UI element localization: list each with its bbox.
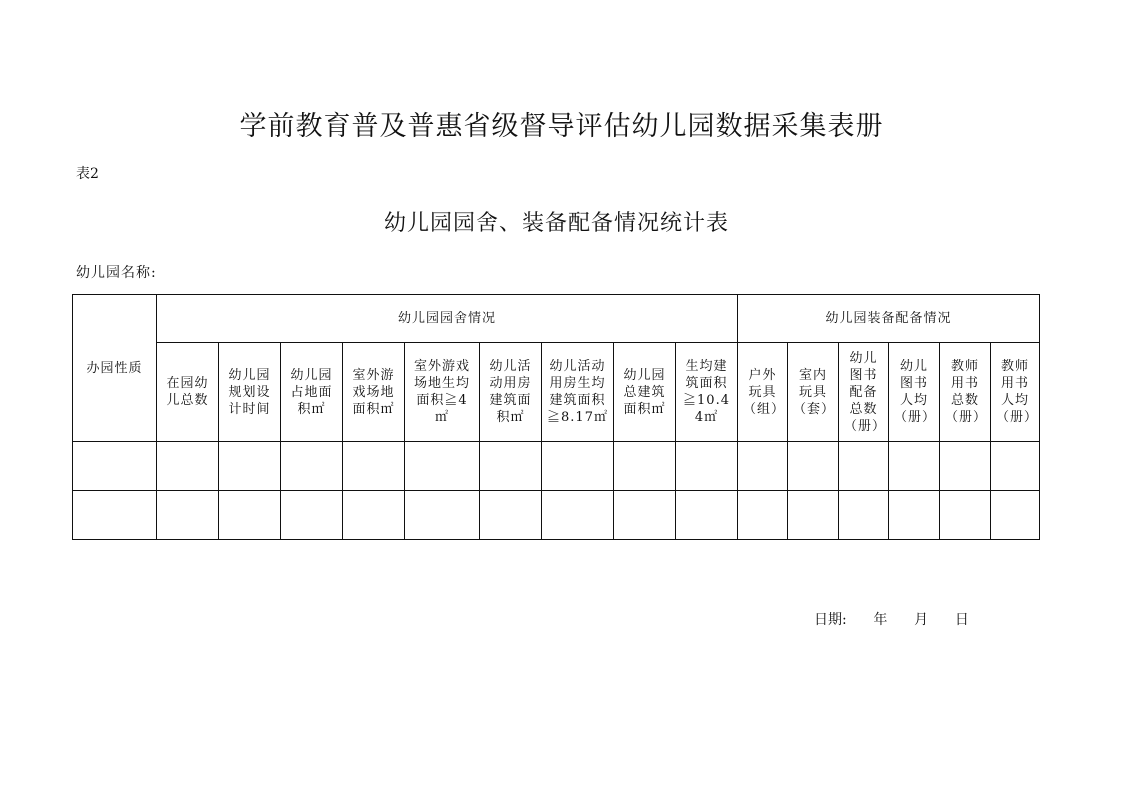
table-cell[interactable] xyxy=(839,491,889,540)
table-cell[interactable] xyxy=(405,442,480,491)
table-cell[interactable] xyxy=(343,491,405,540)
table-cell[interactable] xyxy=(991,491,1040,540)
column-header xyxy=(219,343,281,442)
column-header-label: 室外游戏场地面积㎡ xyxy=(352,367,395,417)
column-header xyxy=(839,343,889,442)
column-header-label: 幼儿图书人均（册） xyxy=(894,359,937,425)
table-cell[interactable] xyxy=(542,442,614,491)
column-header-label: 教师用书人均（册） xyxy=(996,359,1039,425)
group-header-facilities: 幼儿园园舍情况 xyxy=(157,295,738,343)
table-cell[interactable] xyxy=(73,442,157,491)
kindergarten-name-label: 幼儿园名称: xyxy=(76,265,157,281)
document-title: 学前教育普及普惠省级督导评估幼儿园数据采集表册 xyxy=(239,111,884,142)
table-title: 幼儿园园舍、装备配备情况统计表 xyxy=(383,211,729,236)
column-header xyxy=(157,343,219,442)
table-row xyxy=(73,442,1040,491)
column-header-label: 幼儿图书配备总数（册） xyxy=(844,350,887,434)
table-cell[interactable] xyxy=(157,491,219,540)
column-header xyxy=(343,343,405,442)
table-row xyxy=(73,491,1040,540)
column-header xyxy=(940,343,991,442)
column-header-label: 幼儿园总建筑面积㎡ xyxy=(623,367,666,417)
table-cell[interactable] xyxy=(889,442,940,491)
column-header-label: 户外玩具（组） xyxy=(743,367,786,417)
column-header-label: 教师用书总数（册） xyxy=(945,359,988,425)
table-cell[interactable] xyxy=(219,491,281,540)
table-cell[interactable] xyxy=(676,442,738,491)
column-header xyxy=(991,343,1040,442)
column-header-label: 室内玩具（套） xyxy=(793,367,836,417)
table-cell[interactable] xyxy=(839,442,889,491)
table-cell[interactable] xyxy=(738,491,788,540)
table-cell[interactable] xyxy=(788,442,839,491)
column-header-label: 生均建筑面积≧10.44㎡ xyxy=(683,359,730,425)
table-cell[interactable] xyxy=(281,442,343,491)
column-header-label: 幼儿园占地面积㎡ xyxy=(290,367,333,417)
table-cell[interactable] xyxy=(676,491,738,540)
column-header xyxy=(281,343,343,442)
facilities-equipment-table xyxy=(72,294,1040,540)
table-cell[interactable] xyxy=(614,491,676,540)
column-header xyxy=(480,343,542,442)
column-header-label: 室外游戏场地生均面积≧4㎡ xyxy=(413,359,470,425)
column-header xyxy=(889,343,940,442)
table-cell[interactable] xyxy=(889,491,940,540)
column-header xyxy=(542,343,614,442)
column-header xyxy=(788,343,839,442)
column-header-label: 幼儿活动用房建筑面积㎡ xyxy=(489,359,532,425)
table-cell[interactable] xyxy=(405,491,480,540)
column-header-label: 幼儿活动用房生均建筑面积≧8.17㎡ xyxy=(547,359,608,425)
table-number: 表2 xyxy=(76,166,99,182)
table-cell[interactable] xyxy=(788,491,839,540)
column-header xyxy=(405,343,480,442)
table-cell[interactable] xyxy=(219,442,281,491)
table-cell[interactable] xyxy=(73,491,157,540)
table-cell[interactable] xyxy=(157,442,219,491)
row-header-ownership: 办园性质 xyxy=(73,295,157,442)
column-header xyxy=(614,343,676,442)
column-header-label: 在园幼儿总数 xyxy=(166,376,209,408)
table-cell[interactable] xyxy=(480,491,542,540)
table-cell[interactable] xyxy=(343,442,405,491)
column-header xyxy=(738,343,788,442)
table-cell[interactable] xyxy=(281,491,343,540)
table-cell[interactable] xyxy=(614,442,676,491)
table-cell[interactable] xyxy=(480,442,542,491)
date-line: 日期: 年 月 日 xyxy=(814,612,969,628)
column-header xyxy=(676,343,738,442)
table-cell[interactable] xyxy=(991,442,1040,491)
table-cell[interactable] xyxy=(940,491,991,540)
column-header-label: 幼儿园规划设计时间 xyxy=(228,367,271,417)
table-cell[interactable] xyxy=(738,442,788,491)
table-cell[interactable] xyxy=(542,491,614,540)
table-cell[interactable] xyxy=(940,442,991,491)
group-header-equipment: 幼儿园装备配备情况 xyxy=(738,295,1040,343)
